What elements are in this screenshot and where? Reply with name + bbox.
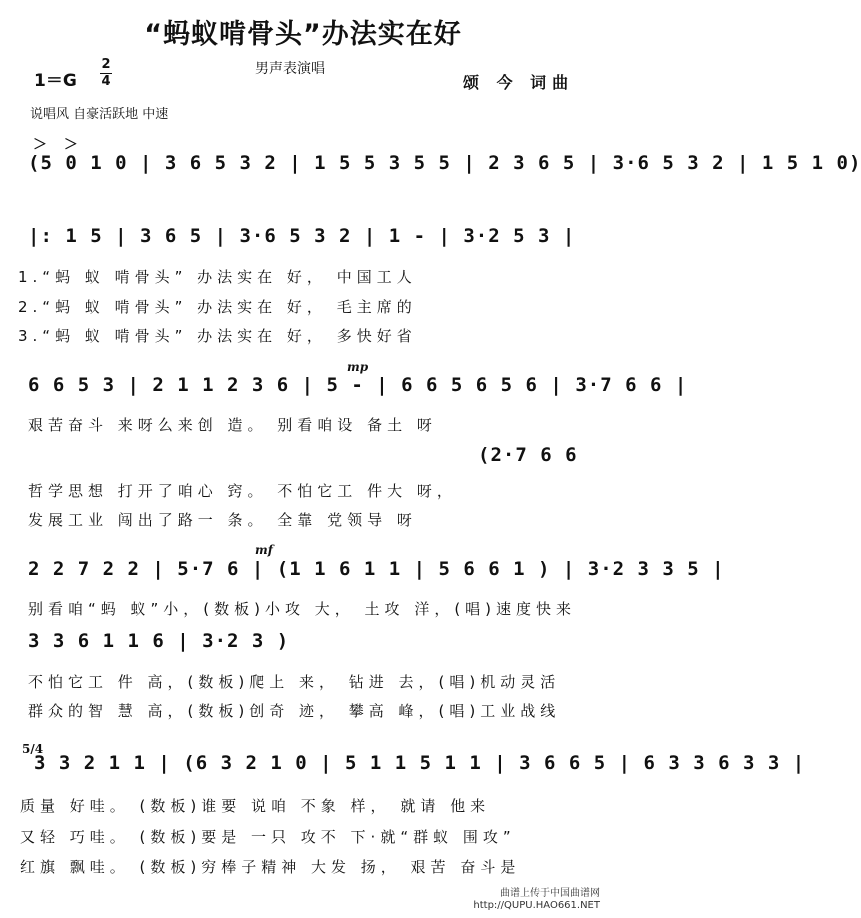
line1-lyric-verse2: 2.“蚂 蚁 啃骨头” 办法实在 好， 毛主席的 [18, 298, 417, 316]
line4-lyric-verse3: 红旗 飘哇。 (数板)穷棒子精神 大发 扬， 艰苦 奋斗是 [20, 858, 521, 876]
source-site: 曲谱上传于中国曲谱网 [500, 888, 600, 899]
time-bottom: 4 [101, 74, 111, 89]
line3-lyric-verse2: 不怕它工 件 高，(数板)爬上 来， 钻进 去，(唱)机动灵活 [28, 673, 561, 691]
source-watermark [473, 888, 600, 912]
line4-lyric-verse1: 质量 好哇。 (数板)谁要 说咱 不象 样， 就请 他来 [20, 797, 491, 815]
meter-change: 5/4 [22, 742, 44, 756]
line1-lyric-verse3: 3.“蚂 蚁 啃骨头” 办法实在 好， 多快好省 [18, 327, 417, 345]
performance-note: 男声表演唱 [255, 61, 325, 77]
author-credit: 颂 今 词曲 [463, 73, 575, 92]
line4-lyric-verse2: 又轻 巧哇。 (数板)要是 一只 攻不 下·就“群蚁 围攻” [20, 828, 516, 846]
line2-lyric-verse1: 艰苦奋斗 来呀么来创 造。 别看咱设 备土 呀 [28, 416, 437, 434]
tempo-marking: 说唱风 自豪活跃地 中速 [30, 107, 169, 122]
time-top: 2 [101, 57, 111, 72]
line2-alt-notes: (2·7 6 6 [478, 444, 578, 466]
key-signature: 1＝G [34, 71, 77, 91]
intro-notes: (5 0 1 0 | 3 6 5 3 2 | 1 5 5 3 5 5 | 2 3 6 5 | 3·6 5 3 2 | 1 5 1 0) [28, 152, 861, 174]
line4-notes: 3 3 2 1 1 | (6 3 2 1 0 | 5 1 1 5 1 1 | 3 6 6 5 | 6 3 3 6 3 3 | [34, 752, 806, 774]
accent-marks: ＞ ＞ [33, 137, 84, 153]
line1-notes: |: 1 5 | 3 6 5 | 3·6 5 3 2 | 1 - | 3·2 5 3 | [28, 225, 576, 247]
song-title: “蚂蚁啃骨头”办法实在好 [144, 19, 462, 50]
dynamic-mf: mf [255, 543, 273, 557]
line3-lyric-verse1: 别看咱“蚂 蚁”小，(数板)小攻 大， 土攻 洋，(唱)速度快来 [28, 600, 577, 618]
line3-notes: 2 2 7 2 2 | 5·7 6 | (1 1 6 1 1 | 5 6 6 1 ) | 3·2 3 3 5 | [28, 558, 725, 580]
line3-lyric-verse3: 群众的智 慧 高，(数板)创奇 迹， 攀高 峰，(唱)工业战线 [28, 702, 561, 720]
line2-notes: 6 6 5 3 | 2 1 1 2 3 6 | 5 - | 6 6 5 6 5 6 | 3·7 6 6 | [28, 374, 688, 396]
source-url: http://QUPU.HAO661.NET [473, 900, 600, 911]
line1-lyric-verse1: 1.“蚂 蚁 啃骨头” 办法实在 好， 中国工人 [18, 268, 417, 286]
line3-alt-notes: 3 3 6 1 1 6 | 3·2 3 ) [28, 630, 290, 652]
line2-lyric-verse3: 发展工业 闯出了路一 条。 全靠 党领导 呀 [28, 511, 417, 529]
dynamic-mp: mp [347, 360, 369, 374]
line2-lyric-verse2: 哲学思想 打开了咱心 窍。 不怕它工 件大 呀， [28, 482, 457, 500]
time-signature [100, 58, 112, 89]
